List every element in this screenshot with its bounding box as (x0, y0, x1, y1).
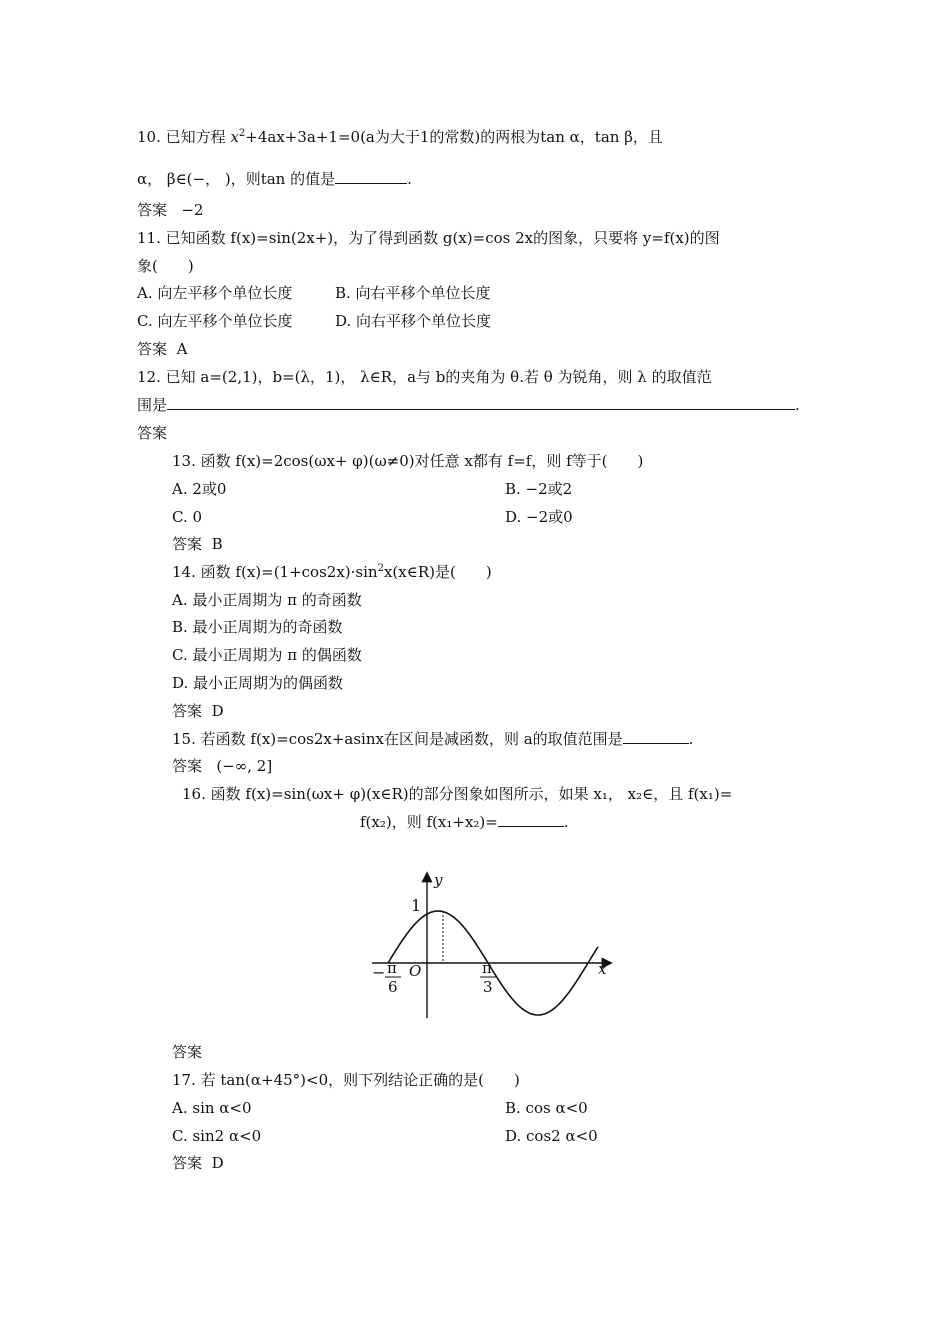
answer-blank (167, 395, 795, 410)
q17-text: 若 tan(α+45°)<0，则下列结论正确的是( ) (200, 1071, 520, 1089)
answer-blank (335, 169, 407, 184)
q15-text: 若函数 f(x)=cos2x+asinx在区间是减函数，则 a的取值范围是 (200, 730, 623, 748)
three-label: 3 (483, 978, 493, 996)
q17-option-d: D. cos2 α<0 (505, 1127, 598, 1145)
q11-option-c: C. 向左平移个单位长度 (137, 312, 293, 330)
answer-blank (498, 812, 564, 827)
q14-answer (172, 701, 224, 721)
q14-option-c: C. 最小正周期为 π 的偶函数 (172, 646, 362, 664)
q17-option-a: A. sin α<0 (172, 1099, 252, 1117)
q11-text: 已知函数 f(x)=sin(2x+)，为了得到函数 g(x)=cos 2x的图象，只要将 y=f(x)的图 (165, 229, 720, 247)
q13-text: 函数 f(x)=2cos(ωx+ φ)(ω≠0)对任意 x都有 f=f，则 f等于( ) (200, 452, 644, 470)
q15-line: 15. 若函数 f(x)=cos2x+asinx在区间是减函数，则 a的取值范围是 . (172, 730, 694, 748)
q12-number: 12. (137, 368, 161, 386)
answer-value: D (211, 702, 224, 720)
q11-answer (137, 339, 187, 359)
q13-option-d: D. −2或0 (505, 508, 573, 526)
q15-answer (172, 756, 272, 776)
x-axis-label: x (598, 960, 607, 978)
q16-line2: f(x₂)，则 f(x₁+x₂)= . (360, 813, 569, 831)
y-tick-one: 1 (411, 896, 422, 915)
neg-pi-label: π (387, 959, 397, 977)
pi-label: π (482, 959, 492, 977)
origin-label: O (409, 962, 422, 980)
answer-label: 答案 (137, 201, 168, 219)
q11-number: 11. (137, 229, 161, 247)
q13-answer (172, 534, 223, 554)
q13-number: 13. (172, 452, 196, 470)
q11-line2: 象( ) (137, 257, 194, 275)
q13-option-b: B. −2或2 (505, 480, 573, 498)
q10-var-x: x (230, 128, 239, 146)
answer-value: D (211, 1154, 224, 1172)
answer-label: 答案 (172, 757, 203, 775)
six-label: 6 (388, 978, 398, 996)
answer-label: 答案 (172, 535, 203, 553)
answer-label: 答案 (137, 340, 168, 358)
q17-number: 17. (172, 1071, 196, 1089)
q14-text-pre: 函数 f(x)=(1+cos2x)·sin (200, 563, 378, 581)
q13-option-a: A. 2或0 (172, 480, 227, 498)
q14-option-b: B. 最小正周期为的奇函数 (172, 618, 343, 636)
q10-line2-text: α， β∈(−， )，则tan 的值是 (137, 170, 336, 188)
answer-value: −2 (181, 201, 204, 219)
q12-line1 (137, 367, 712, 387)
q15-number: 15. (172, 730, 196, 748)
q14-option-d: D. 最小正周期为的偶函数 (172, 674, 344, 692)
q13-line (172, 451, 643, 471)
answer-label: 答案 (172, 702, 203, 720)
q14-option-a: A. 最小正周期为 π 的奇函数 (172, 591, 362, 609)
answer-value: B (211, 535, 223, 553)
q10-equation: +4ax+3a+1=0(a为大于1的常数)的两根为tan α，tan β，且 (245, 128, 663, 146)
answer-value: (−∞, 2] (216, 757, 273, 775)
q10-line2: α， β∈(−， )，则tan 的值是 . (137, 170, 412, 188)
q12-text: 已知 a=(2,1)，b=(λ，1)， λ∈R，a与 b的夹角为 θ.若 θ 为锐角，则 λ 的取值范 (165, 368, 712, 386)
q10-answer (137, 200, 203, 220)
q17-option-c: C. sin2 α<0 (172, 1127, 262, 1145)
q11-line1 (137, 228, 720, 248)
q16-line1 (182, 784, 732, 804)
q17-option-b: B. cos α<0 (505, 1099, 588, 1117)
q12-answer (137, 423, 167, 443)
q10-number: 10. (137, 128, 161, 146)
q11-option-d: D. 向右平移个单位长度 (335, 312, 492, 330)
q10-line1: 10. 已知方程 $x^2+4ax+3a+1=0(a$为大于1的常数)的两根为tan α，tan β，且 (137, 128, 663, 146)
answer-label: 答案 (172, 1154, 203, 1172)
q16-number: 16. (182, 785, 206, 803)
q17-line (172, 1070, 520, 1090)
q11-option-b: B. 向右平移个单位长度 (335, 284, 491, 302)
q12-line2: 围是 . (137, 396, 800, 414)
q14-number: 14. (172, 563, 196, 581)
q14-text-post: x(x∈R)是( ) (383, 563, 492, 581)
answer-label: 答案 (137, 424, 168, 442)
sine-graph (366, 868, 622, 1020)
answer-value: A (176, 340, 188, 358)
q14-line: 14. 函数 $f(x)=(1+\cos 2x)\cdot\sin^2x(x\in R)$是( ) (172, 563, 492, 581)
y-axis-label: y (434, 871, 443, 889)
answer-blank (623, 729, 689, 744)
q17-answer (172, 1153, 224, 1173)
minus-sign: − (372, 963, 386, 982)
q10-text-pre: 已知方程 (165, 128, 226, 146)
q13-option-c: C. 0 (172, 508, 203, 526)
q11-option-a: A. 向左平移个单位长度 (137, 284, 293, 302)
answer-label: 答案 (172, 1043, 203, 1061)
q16-answer (172, 1042, 202, 1062)
q16-text: 函数 f(x)=sin(ωx+ φ)(x∈R)的部分图象如图所示，如果 x₁， x₂∈，且 f(x₁)= (210, 785, 733, 803)
